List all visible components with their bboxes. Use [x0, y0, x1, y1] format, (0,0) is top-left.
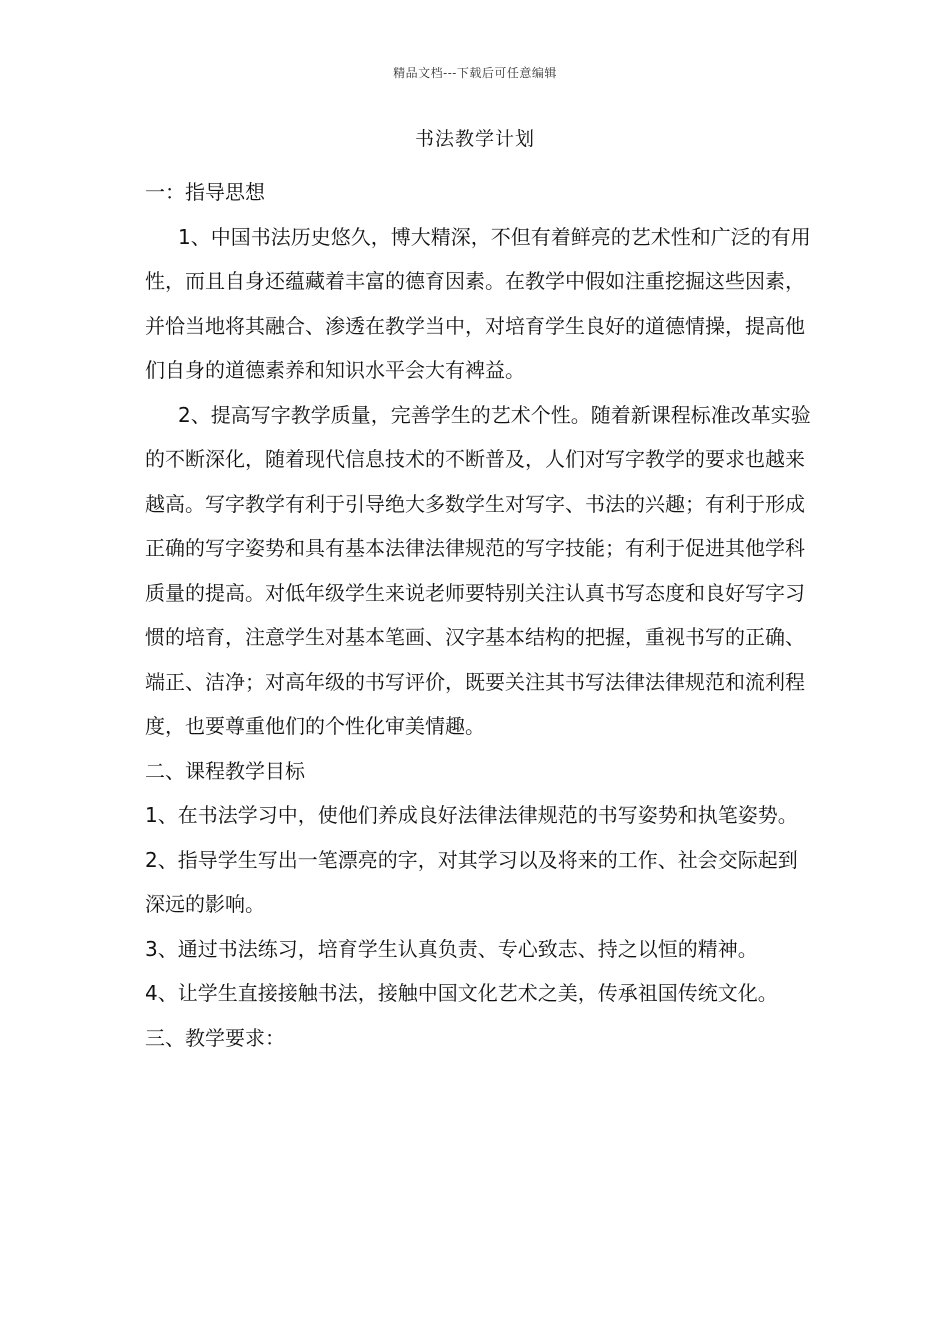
goal-item-2: 2、指导学生写出一笔漂亮的字，对其学习以及将来的工作、社会交际起到深远的影响。 [145, 847, 798, 916]
goal-item-4: 4、让学生直接接触书法，接触中国文化艺术之美，传承祖国传统文化。 [145, 981, 778, 1005]
section-heading-course-goals: 二、课程教学目标 [145, 758, 305, 783]
document-body [145, 170, 815, 1060]
paragraph-2: 2、提高写字教学质量，完善学生的艺术个性。随着新课程标准改革实验的不断深化，随着现代信息技术的不断普及，人们对写字教学的要求也越来越高。写字教学有利于引导绝大多数学生对写字、书法的兴趣；有利于形成正确的写字姿势和具有基本法律法律规范的写字技能；有利于促进其他学科质量的提高。对低年级学生来说老师要特别关注认真书写态度和良好写字习惯的培育，注意学生对基本笔画、汉字基本结构的把握，重视书写的正确、端正、洁净；对高年级的书写评价，既要关注其书写法律法律规范和流利程度，也要尊重他们的个性化审美情趣。 [145, 402, 811, 738]
document-title: 书法教学计划 [414, 128, 535, 150]
goal-item-1: 1、在书法学习中，使他们养成良好法律法律规范的书写姿势和执笔姿势。 [145, 803, 798, 827]
paragraph-1: 1、中国书法历史悠久，博大精深，不但有着鲜亮的艺术性和广泛的有用性，而且自身还蕴藏着丰富的德育因素。在教学中假如注重挖掘这些因素，并恰当地将其融合、渗透在教学当中，对培育学生良好的道德情操，提高他们自身的道德素养和知识水平会大有裨益。 [145, 224, 811, 382]
page-header: 精品文档---下载后可任意编辑 [393, 66, 557, 80]
section-heading-guiding-ideology: 一：指导思想 [145, 180, 265, 204]
section-heading-teaching-requirements: 三、教学要求： [145, 1025, 285, 1050]
goal-item-3: 3、通过书法练习，培育学生认真负责、专心致志、持之以恒的精神。 [145, 936, 758, 961]
